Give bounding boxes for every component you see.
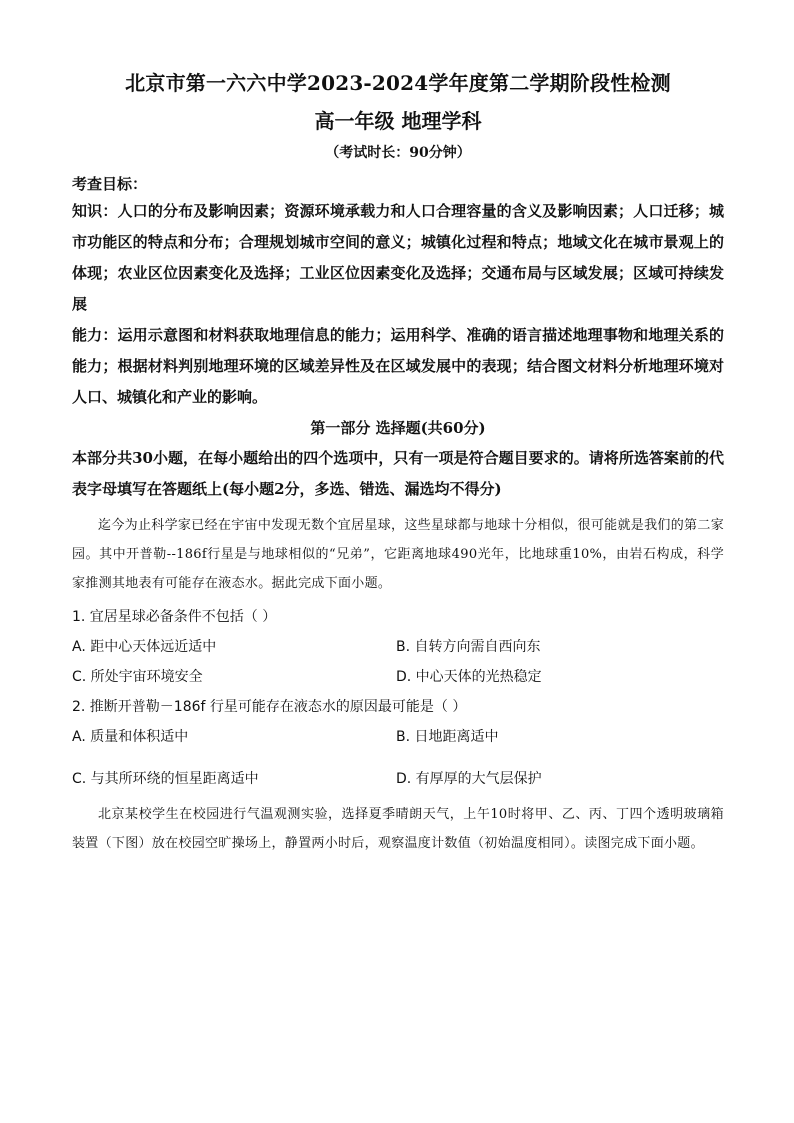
q2-option-b[interactable]: B. 日地距离适中 <box>396 729 499 745</box>
knowledge-objectives: 知识：人口的分布及影响因素；资源环境承载力和人口合理容量的含义及影响因素；人口迁移；城市功能区的特点和分布；合理规划城市空间的意义；城镇化过程和特点；地域文化在城市景观上的体现；农业区位因素变化及选择；工业区位因素变化及选择；交通布局与区域发展；区域可持续发展 <box>72 202 724 313</box>
question-1-options <box>72 632 724 692</box>
part1-heading: 第一部分 选择题(共60分) <box>310 419 486 437</box>
q1-option-b[interactable]: B. 自转方向需自西向东 <box>396 639 541 655</box>
grade-subject: 高一年级 地理学科 <box>314 109 482 133</box>
ability-objectives: 能力：运用示意图和材料获取地理信息的能力；运用科学、准确的语言描述地理事物和地理关系的能力；根据材料判别地理环境的区域差异性及在区域发展中的表现；结合图文材料分析地理环境对人口、城镇化和产业的影响。 <box>72 326 724 406</box>
q2-option-d[interactable]: D. 有厚厚的大气层保护 <box>396 771 542 787</box>
exam-duration: （考试时长：90分钟） <box>325 145 471 161</box>
objectives-label: 考查目标： <box>72 175 148 193</box>
exam-title: 北京市第一六六中学2023-2024学年度第二学期阶段性检测 <box>125 71 671 95</box>
material-passage-1: 迄今为止科学家已经在宇宙中发现无数个宜居星球，这些星球都与地球十分相似，很可能就是我们的第二家园。其中开普勒--186f行星是与地球相似的“兄弟”，它距离地球490光年，比地球重10%，由岩石构成，科学家推测其地表有可能存在液态水。据此完成下面小题。 <box>72 518 724 591</box>
q1-option-c[interactable]: C. 所处宇宙环境安全 <box>72 669 203 685</box>
exam-page <box>72 68 724 862</box>
material-passage-2: 北京某校学生在校园进行气温观测实验，选择夏季晴朗天气，上午10时将甲、乙、丙、丁四个透明玻璃箱装置（下图）放在校园空旷操场上，静置两小时后，观察温度计数值（初始温度相同）。读图完成下面小题。 <box>72 807 724 851</box>
q2-option-a[interactable]: A. 质量和体积适中 <box>72 729 189 745</box>
question-1-stem: 1. 宜居星球必备条件不包括（ ） <box>72 609 277 625</box>
part1-instructions: 本部分共30小题，在每小题给出的四个选项中，只有一项是符合题目要求的。请将所选答案前的代表字母填写在答题纸上(每小题2分，多选、错选、漏选均不得分) <box>72 449 724 498</box>
q2-option-c[interactable]: C. 与其所环绕的恒星距离适中 <box>72 771 259 787</box>
q1-option-a[interactable]: A. 距中心天体远近适中 <box>72 639 217 655</box>
q1-option-d[interactable]: D. 中心天体的光热稳定 <box>396 669 542 685</box>
question-2-stem: 2. 推断开普勒－186f 行星可能存在液态水的原因最可能是（ ） <box>72 699 467 715</box>
question-2-options <box>72 722 724 794</box>
